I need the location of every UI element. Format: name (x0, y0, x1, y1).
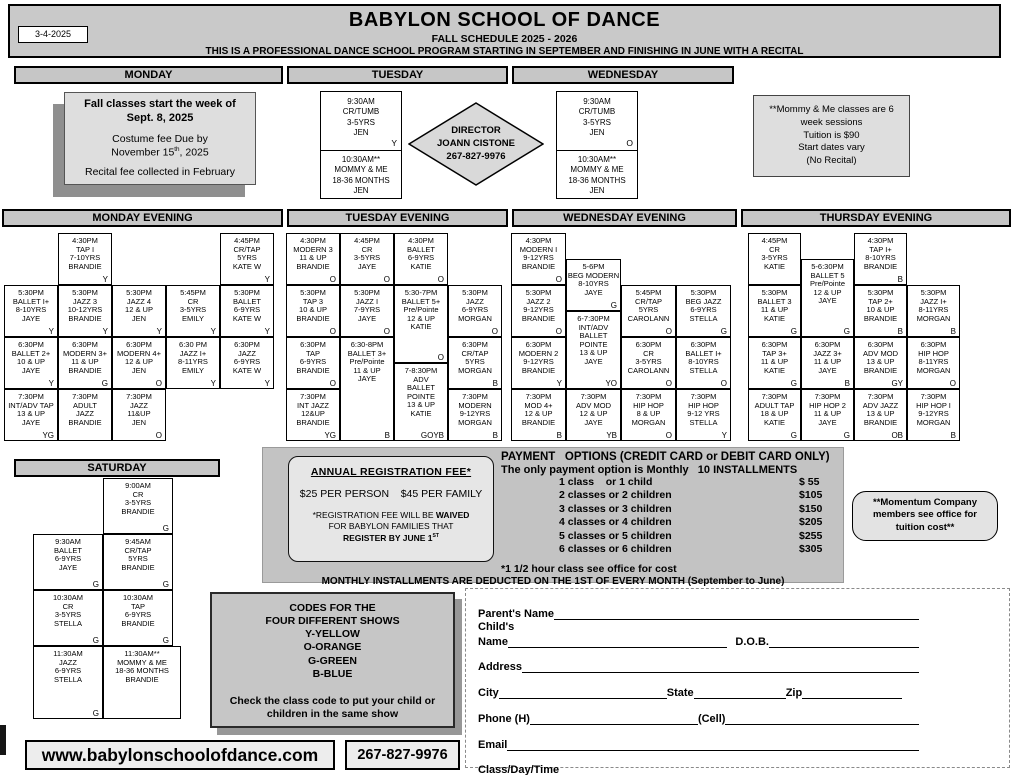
class-box: 7:30PM HIP HOP 9-12 YRS STELLA Y (676, 389, 731, 441)
class-box: 5:30-7PM BALLET 5+ Pre/Pointe 12 & UP KATIE O (394, 285, 448, 363)
show-code: Y (264, 274, 270, 284)
class-box: 5:30PM TAP 2+ 10 & UP BRANDIE B (854, 285, 907, 337)
class-box: 7:30PM HIP HOP 8 & UP MORGAN O (621, 389, 676, 441)
show-code: B (950, 430, 956, 440)
day-bar-monday: MONDAY (14, 66, 283, 84)
section-bar-saturday: SATURDAY (14, 459, 220, 477)
director-label: DIRECTOR (451, 125, 501, 136)
recital-fee-line: Recital fee collected in February (85, 166, 235, 179)
schedule-subtitle: FALL SCHEDULE 2025 - 2026 (431, 33, 578, 45)
payment-panel (262, 447, 844, 587)
show-code: O (720, 378, 727, 388)
school-title: BABYLON SCHOOL OF DANCE (348, 9, 661, 31)
payment-row: 5 classes or 5 children $255 (559, 529, 823, 542)
registration-fee-prices: $25 PER PERSON $45 PER FAMILY (299, 488, 483, 500)
class-box: 7:30PM ADULT JAZZ BRANDIE (58, 389, 112, 441)
show-code: O (665, 326, 672, 336)
class-box: 4:45PM CR/TAP 5YRS KATE W Y (220, 233, 274, 285)
show-code: G (843, 326, 850, 336)
class-box: 10:30AM CR 3-5YRS STELLA G (33, 590, 103, 646)
day-bar-tuesday: TUESDAY (287, 66, 508, 84)
show-code: B (556, 430, 562, 440)
show-code: G (790, 430, 797, 440)
show-code: G (92, 635, 99, 645)
class-box: 6:30PM TAP 3+ 11 & UP KATIE G (748, 337, 801, 389)
show-code: O (383, 326, 390, 336)
registration-fee-box (288, 456, 494, 562)
class-box: 5:30PM BEG JAZZ 6-9YRS STELLA G (676, 285, 731, 337)
momentum-company-note: **Momentum Company members see office for tuition cost** (852, 491, 998, 541)
show-codes-box (210, 592, 455, 728)
class-box: 4:30PM MODERN 3 11 & UP BRANDIE O (286, 233, 340, 285)
show-code: G (162, 635, 169, 645)
class-box: 7:30PM MOD 4+ 12 & UP BRANDIE B (511, 389, 566, 441)
class-box: 4:30PM TAP I 7-10YRS BRANDIE Y (58, 233, 112, 285)
header-panel (8, 4, 1001, 58)
class-box: 5:30PM TAP 3 10 & UP BRANDIE O (286, 285, 340, 337)
class-box: 6:30PM JAZZ 3+ 11 & UP JAYE B (801, 337, 854, 389)
show-code: G (790, 378, 797, 388)
class-box: 9:30AM CR/TUMB 3-5YRS JEN Y (321, 92, 401, 151)
show-code: G (790, 326, 797, 336)
show-code: Y (48, 378, 54, 388)
payment-row: 1 class or 1 child $ 55 (559, 476, 820, 488)
mommy-and-me-note: **Mommy & Me classes are 6 week sessions Tuition is $90 Start dates vary (No Recital) (753, 95, 910, 177)
class-box: 10:30AM** MOMMY & ME 18-36 MONTHS JEN (332, 155, 390, 196)
tuesday-morning-classes (320, 91, 402, 199)
show-code: Y (264, 378, 270, 388)
show-code: YB (606, 430, 617, 440)
class-box: 6:30PM TAP 6-9YRS BRANDIE O (286, 337, 340, 389)
show-code: G (92, 708, 99, 718)
payment-row: 3 classes or 3 children $150 (559, 502, 823, 515)
show-code: B (950, 326, 956, 336)
show-code: G (92, 579, 99, 589)
form-line-email: Email (478, 737, 997, 751)
class-box: 6:30PM CR/TAP 5YRS MORGAN B (448, 337, 502, 389)
show-code: Y (391, 137, 397, 148)
show-code: G (162, 523, 169, 533)
class-box: 6:30-8PM BALLET 3+ Pre/Pointe 11 & UP JAYE B (340, 337, 394, 441)
show-code: B (897, 326, 903, 336)
class-box: 6:30PM ADV MOD 13 & UP BRANDIE GY (854, 337, 907, 389)
class-box: 6:30PM JAZZ 6-9YRS KATE W Y (220, 337, 274, 389)
wednesday-morning-classes (556, 91, 638, 199)
class-box: 7:30PM ADV MOD 12 & UP JAYE YB (566, 389, 621, 441)
payment-options (501, 451, 841, 557)
class-box: 7:30PM INT/ADV TAP 13 & UP JAYE YG (4, 389, 58, 441)
show-code: O (329, 378, 336, 388)
form-line-class-day-time: Class/Day/Time (478, 762, 997, 775)
show-code: G (843, 430, 850, 440)
show-code: O (665, 430, 672, 440)
registration-fee-waiver: *REGISTRATION FEE WILL BE WAIVED FOR BABYLON FAMILIES THAT REGISTER BY JUNE 1ST (312, 510, 470, 543)
director-phone: 267-827-9976 (446, 150, 506, 162)
class-box: 4:30PM BALLET 6-9YRS KATIE O (394, 233, 448, 285)
show-code: O (555, 326, 562, 336)
class-box: 6-7:30PM INT/ADV BALLET POINTE 13 & UP JAYE YO (566, 311, 621, 389)
class-box: 7:30PM HIP HOP 2 11 & UP JAYE G (801, 389, 854, 441)
class-box: 5:30PM BALLET 6-9YRS KATE W Y (220, 285, 274, 337)
class-box: 6:30PM BALLET 2+ 10 & UP JAYE Y (4, 337, 58, 389)
show-code: O (491, 326, 498, 336)
class-box: 10:30AM** MOMMY & ME 18-36 MONTHS JEN (568, 155, 626, 196)
class-box: 11:30AM JAZZ 6-9YRS STELLA G (33, 646, 103, 719)
class-box: 9:30AM CR/TUMB 3-5YRS JEN O (557, 92, 637, 151)
show-code: O (329, 274, 336, 284)
director-name: JOANN CISTONE (437, 137, 515, 149)
section-bar-tuesday-evening: TUESDAY EVENING (287, 209, 508, 227)
show-code: G (610, 300, 617, 310)
class-box: 6:30PM MODERN 2 9-12YRS BRANDIE Y (511, 337, 566, 389)
form-line-city-state-zip: City State Zip (478, 685, 997, 699)
class-box: 5:30PM JAZZ I+ 8-11YRS MORGAN B (907, 285, 960, 337)
show-code: YO (605, 378, 617, 388)
show-codes-note: Check the class code to put your child or children in the same show (229, 694, 436, 720)
registration-form (465, 588, 1010, 775)
half-hour-class-note: *1 1/2 hour class see office for cost (501, 563, 677, 575)
costume-fee-line: Costume fee Due by (112, 132, 208, 145)
fall-start-heading: Fall classes start the week of Sept. 8, 2025 (84, 98, 236, 124)
class-box: 5:30PM JAZZ 2 9-12YRS BRANDIE O (511, 285, 566, 337)
show-code: Y (48, 326, 54, 336)
class-box: 7:30PM HIP HOP I 9-12YRS MORGAN B (907, 389, 960, 441)
class-box: 4:45PM CR 3-5YRS JAYE O (340, 233, 394, 285)
form-line-childs: Child's (478, 621, 515, 633)
payment-options-subtitle: The only payment option is Monthly 10 INSTALLMENTS (501, 464, 798, 476)
class-box: 5:30PM BALLET 3 11 & UP KATIE G (748, 285, 801, 337)
website-box: www.babylonschoolofdance.com (25, 740, 335, 770)
show-code: O (949, 378, 956, 388)
class-box: 5:45PM CR/TAP 5YRS CAROLANN O (621, 285, 676, 337)
scan-artifact (0, 725, 6, 755)
class-box: 5:30PM JAZZ 3 10-12YRS BRANDIE Y (58, 285, 112, 337)
class-box: 5:45PM CR 3-5YRS EMILY Y (166, 285, 220, 337)
date-stamp: 3-4-2025 (18, 26, 88, 43)
phone-box: 267-827-9976 (345, 740, 460, 770)
show-code: O (665, 378, 672, 388)
class-box: 10:30AM TAP 6-9YRS BRANDIE G (103, 590, 173, 646)
registration-fee-title: ANNUAL REGISTRATION FEE* (310, 466, 472, 478)
class-box: 5:30PM JAZZ 6-9YRS MORGAN O (448, 285, 502, 337)
class-box: 5-6:30PM BALLET 5 Pre/Pointe 12 & UP JAYE G (801, 259, 854, 337)
show-code: O (155, 430, 162, 440)
class-box: 7-8:30PM ADV BALLET POINTE 13 & UP KATIE GOYB (394, 363, 448, 441)
show-code: O (383, 274, 390, 284)
class-box: 7:30PM ADV JAZZ 13 & UP BRANDIE OB (854, 389, 907, 441)
form-line-parents-name: Parent's Name (478, 606, 997, 620)
show-code: O (329, 326, 336, 336)
show-code: Y (156, 326, 162, 336)
class-box: 4:30PM MODERN I 9-12YRS BRANDIE O (511, 233, 566, 285)
costume-fee-date: November 15th, 2025 (111, 145, 209, 159)
class-box: 7:30PM ADULT TAP 18 & UP KATIE G (748, 389, 801, 441)
show-code: G (162, 579, 169, 589)
class-box: 9:30AM BALLET 6-9YRS JAYE G (33, 534, 103, 590)
class-box: 9:45AM CR/TAP 5YRS BRANDIE G (103, 534, 173, 590)
director-info (408, 125, 544, 163)
class-box: 5:30PM JAZZ 4 12 & UP JEN Y (112, 285, 166, 337)
show-code: O (437, 352, 444, 362)
show-code: B (492, 430, 498, 440)
show-code: GOYB (420, 430, 444, 440)
payment-row: 2 classes or 2 children $105 (559, 489, 823, 502)
show-code: O (626, 137, 633, 148)
class-box: 6:30PM HIP HOP 8-11YRS MORGAN O (907, 337, 960, 389)
deduction-schedule-note: MONTHLY INSTALLMENTS ARE DEDUCTED ON THE 1ST OF EVERY MONTH (September to June) (321, 576, 785, 587)
show-code: OB (891, 430, 903, 440)
class-box: 7:30PM JAZZ 11&UP JEN O (112, 389, 166, 441)
payment-row: 6 classes or 6 children $305 (559, 543, 823, 556)
section-bar-monday-evening: MONDAY EVENING (2, 209, 283, 227)
show-code: B (897, 274, 903, 284)
show-code: B (492, 378, 498, 388)
class-box: 7:30PM MODERN 9-12YRS MORGAN B (448, 389, 502, 441)
class-box: 6:30 PM JAZZ I+ 8-11YRS EMILY Y (166, 337, 220, 389)
show-code: Y (556, 378, 562, 388)
show-code: Y (264, 326, 270, 336)
section-bar-thursday-evening: THURSDAY EVENING (741, 209, 1011, 227)
form-line-child-name-dob: Name D.O.B. (478, 634, 997, 648)
show-code: B (844, 378, 850, 388)
class-box: 4:30PM TAP I+ 8-10YRS BRANDIE B (854, 233, 907, 285)
show-code: Y (210, 378, 216, 388)
class-box: 6:30PM MODERN 3+ 11 & UP BRANDIE G (58, 337, 112, 389)
show-code: O (155, 378, 162, 388)
class-box: 4:45PM CR 3-5YRS KATIE (748, 233, 801, 285)
day-bar-wednesday: WEDNESDAY (512, 66, 734, 84)
fall-start-note (64, 92, 256, 185)
show-code: O (437, 274, 444, 284)
show-code: O (555, 274, 562, 284)
show-code: G (720, 326, 727, 336)
form-line-phone: Phone (H) (Cell) (478, 711, 997, 725)
class-box: 5:30PM BALLET I+ 8-10YRS JAYE Y (4, 285, 58, 337)
class-box: 11:30AM** MOMMY & ME 18-36 MONTHS BRANDIE (103, 646, 181, 719)
class-box: 9:00AM CR 3-5YRS BRANDIE G (103, 478, 173, 534)
show-code: YG (42, 430, 54, 440)
class-box: 6:30PM CR 3-5YRS CAROLANN O (621, 337, 676, 389)
show-code: Y (102, 326, 108, 336)
show-code: Y (102, 274, 108, 284)
show-code: G (101, 378, 108, 388)
payment-row: 4 classes or 4 children $205 (559, 516, 823, 529)
class-box: 6:30PM MODERN 4+ 12 & UP JEN O (112, 337, 166, 389)
show-codes-list: CODES FOR THE FOUR DIFFERENT SHOWS Y-YELLOW O-ORANGE G-GREEN B-BLUE (265, 602, 400, 680)
section-bar-wednesday-evening: WEDNESDAY EVENING (512, 209, 737, 227)
class-box: 6:30PM BALLET I+ 8-10YRS STELLA O (676, 337, 731, 389)
show-code: GY (891, 378, 903, 388)
program-tagline: THIS IS A PROFESSIONAL DANCE SCHOOL PROGRAM STARTING IN SEPTEMBER AND FINISHING IN JUNE WITH A RECITAL (205, 46, 804, 57)
class-box: 7:30PM INT JAZZ 12&UP BRANDIE YG (286, 389, 340, 441)
form-line-address: Address (478, 659, 997, 673)
show-code: YG (324, 430, 336, 440)
class-box: 5-6PM BEG MODERN 8-10YRS JAYE G (566, 259, 621, 311)
show-code: Y (210, 326, 216, 336)
show-code: B (384, 430, 390, 440)
show-code: Y (721, 430, 727, 440)
class-box: 5:30PM JAZZ I 7-9YRS JAYE O (340, 285, 394, 337)
payment-options-title: PAYMENT OPTIONS (CREDIT CARD or DEBIT CARD ONLY) (501, 451, 830, 463)
